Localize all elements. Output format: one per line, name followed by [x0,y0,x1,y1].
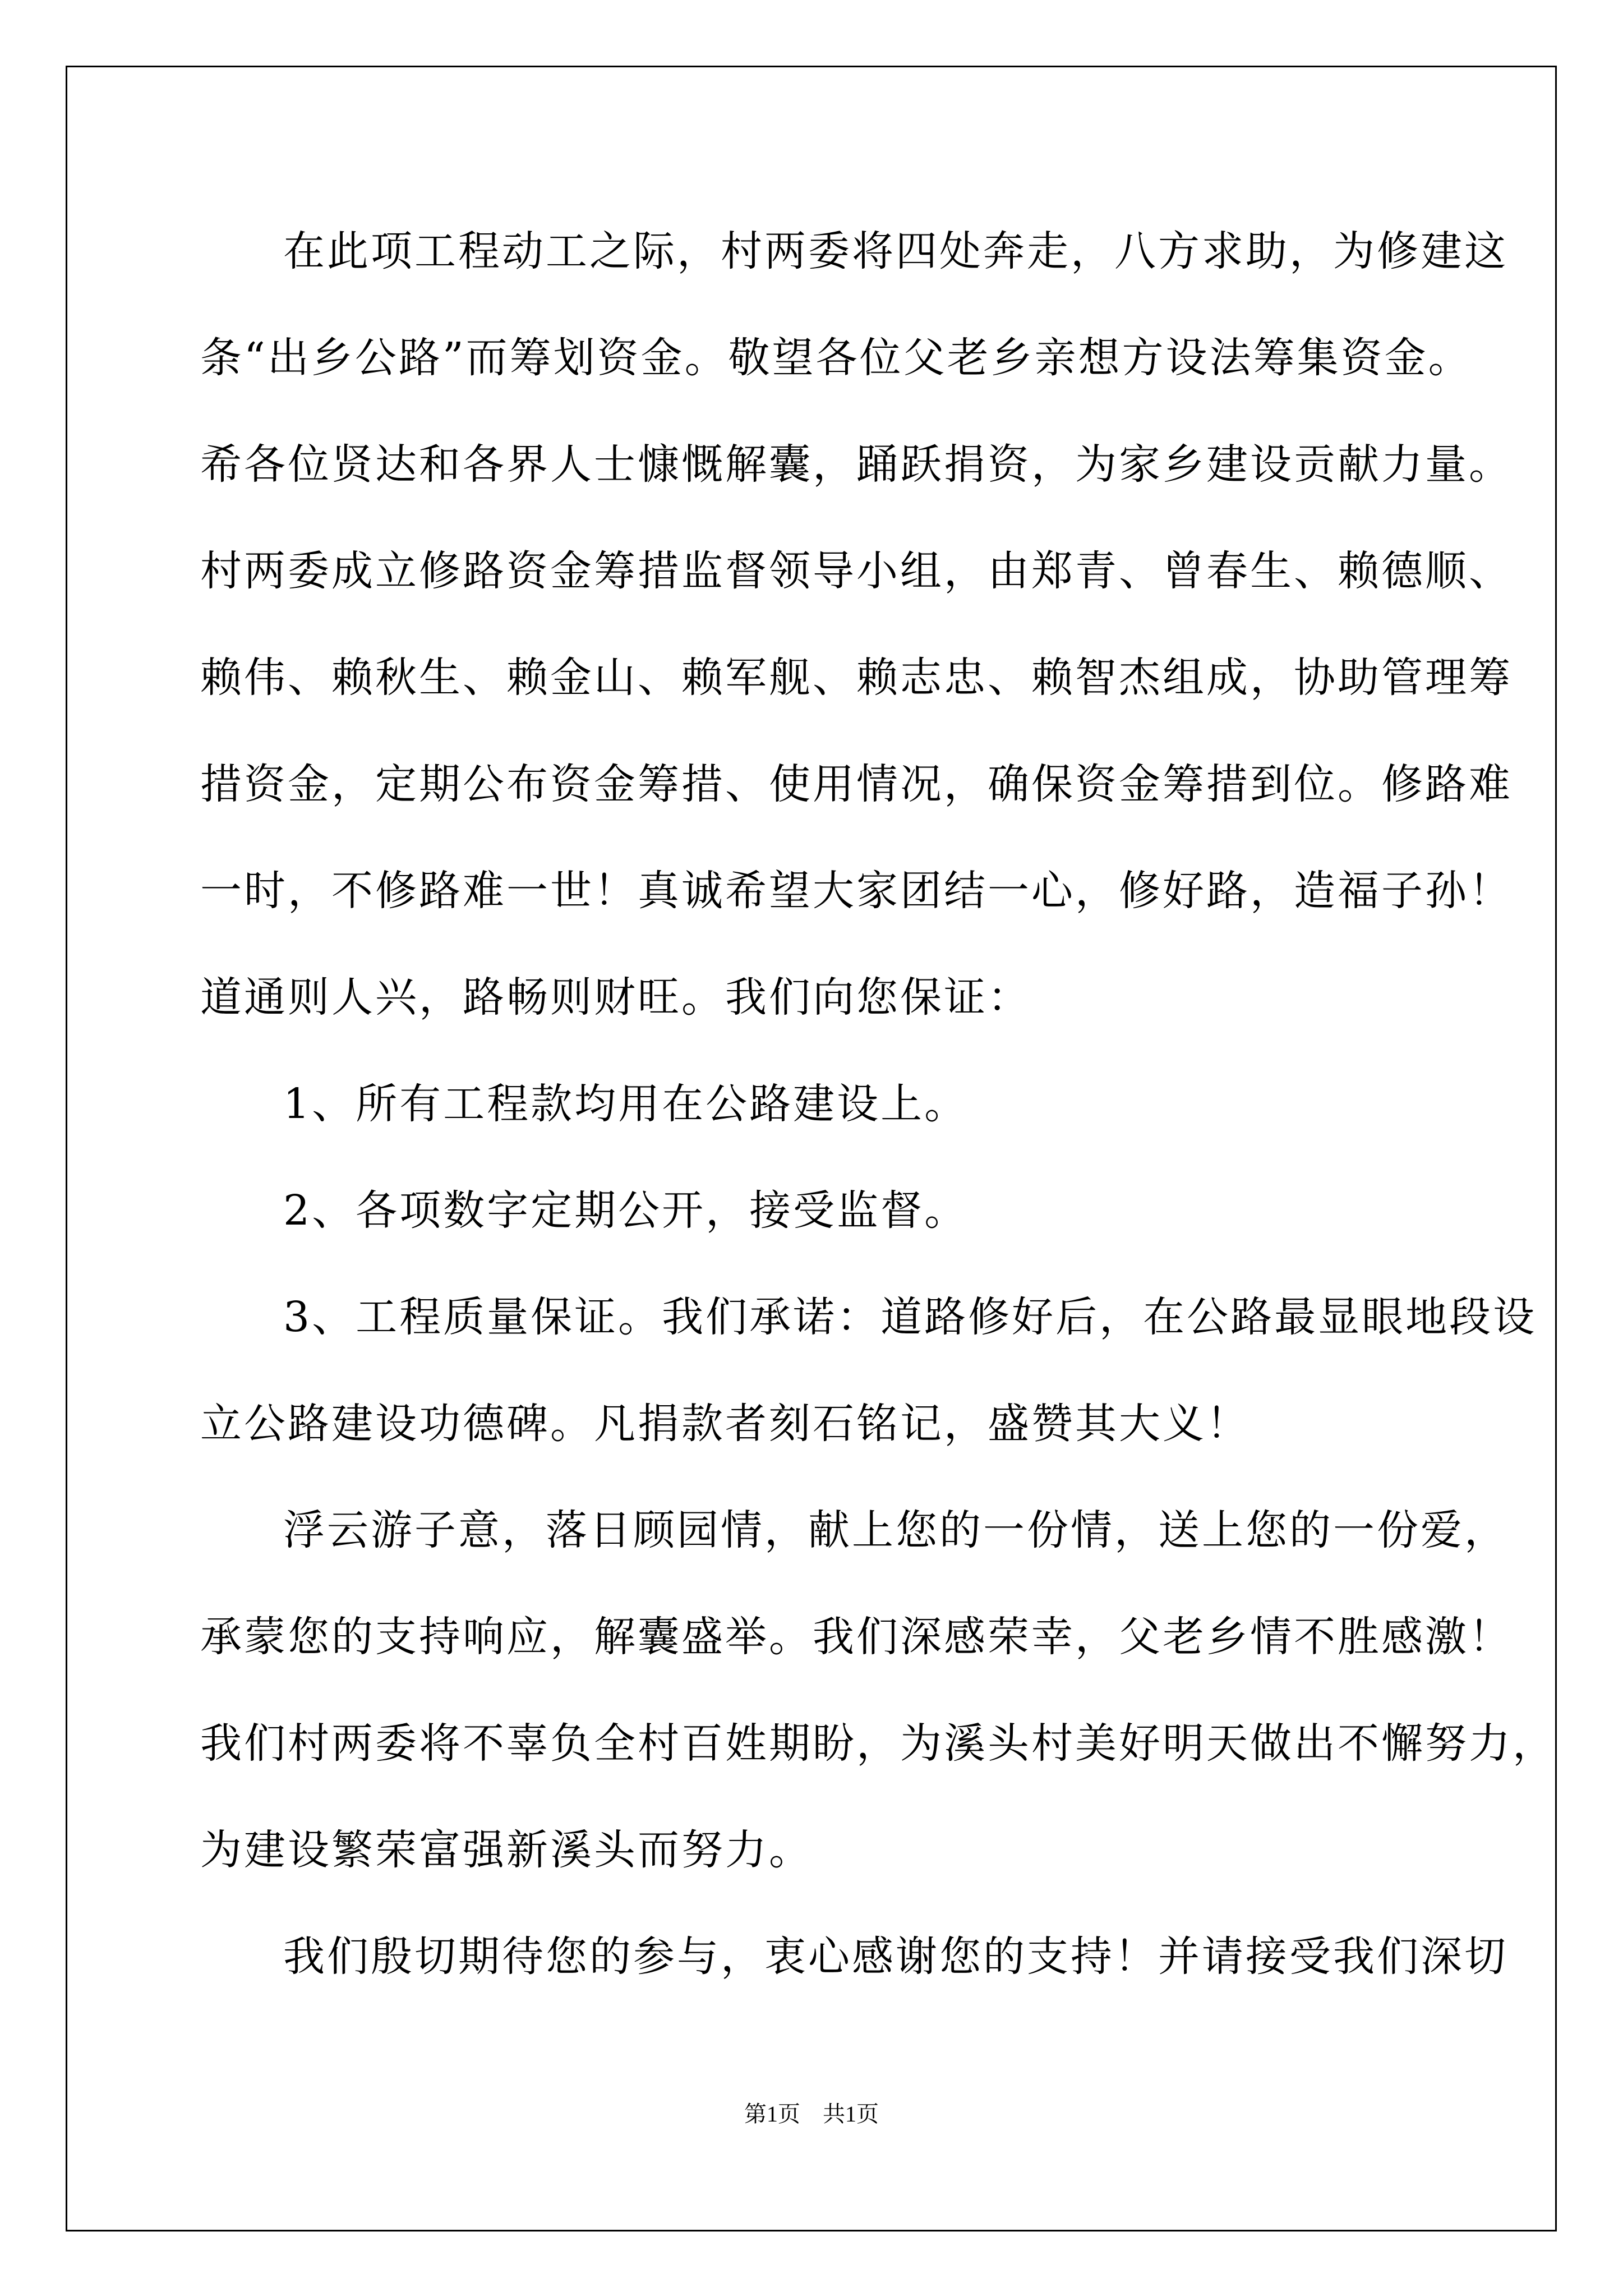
paragraph-line: 我们村两委将不辜负全村百姓期盼，为溪头村美好明天做出不懈努力， [200,1719,1556,1768]
paragraph-line: 道通则人兴，路畅则财旺。我们向您保证： [200,973,1031,1022]
paragraph-line: 浮云游子意，落日顾园情，献上您的一份情，送上您的一份爱， [283,1506,1508,1554]
paragraph-line: 立公路建设功德碑。凡捐款者刻石铭记，盛赞其大义！ [200,1400,1250,1448]
paragraph-line: 为建设繁荣富强新溪头而努力。 [200,1826,813,1874]
paragraph-line: 村两委成立修路资金筹措监督领导小组，由郑青、曾春生、赖德顺、 [200,547,1513,595]
paragraph-line: 条“出乡公路”而筹划资金。敬望各位父老乡亲想方设法筹集资金。 [200,334,1472,382]
list-item: 1、所有工程款均用在公路建设上。 [283,1080,969,1128]
page-number-footer: 第1页 共1页 [744,2101,879,2127]
paragraph-line: 希各位贤达和各界人士慷慨解囊，踊跃捐资，为家乡建设贡献力量。 [200,440,1513,489]
paragraph-line: 我们殷切期待您的参与，衷心感谢您的支持！并请接受我们深切 [283,1932,1508,1981]
list-item: 2、各项数字定期公开，接受监督。 [283,1186,969,1235]
paragraph-line: 一时，不修路难一世！真诚希望大家团结一心，修好路，造福子孙！ [200,867,1513,915]
paragraph-line: 赖伟、赖秋生、赖金山、赖军舰、赖志忠、赖智杰组成，协助管理筹 [200,654,1513,702]
paragraph-line: 在此项工程动工之际，村两委将四处奔走，八方求助，为修建这 [283,227,1508,275]
list-item: 3、工程质量保证。我们承诺：道路修好后，在公路最显眼地段设 [283,1293,1537,1341]
paragraph-line: 承蒙您的支持响应，解囊盛举。我们深感荣幸，父老乡情不胜感激！ [200,1613,1513,1661]
paragraph-line: 措资金，定期公布资金筹措、使用情况，确保资金筹措到位。修路难 [200,760,1513,808]
document-body [200,220,1556,2032]
